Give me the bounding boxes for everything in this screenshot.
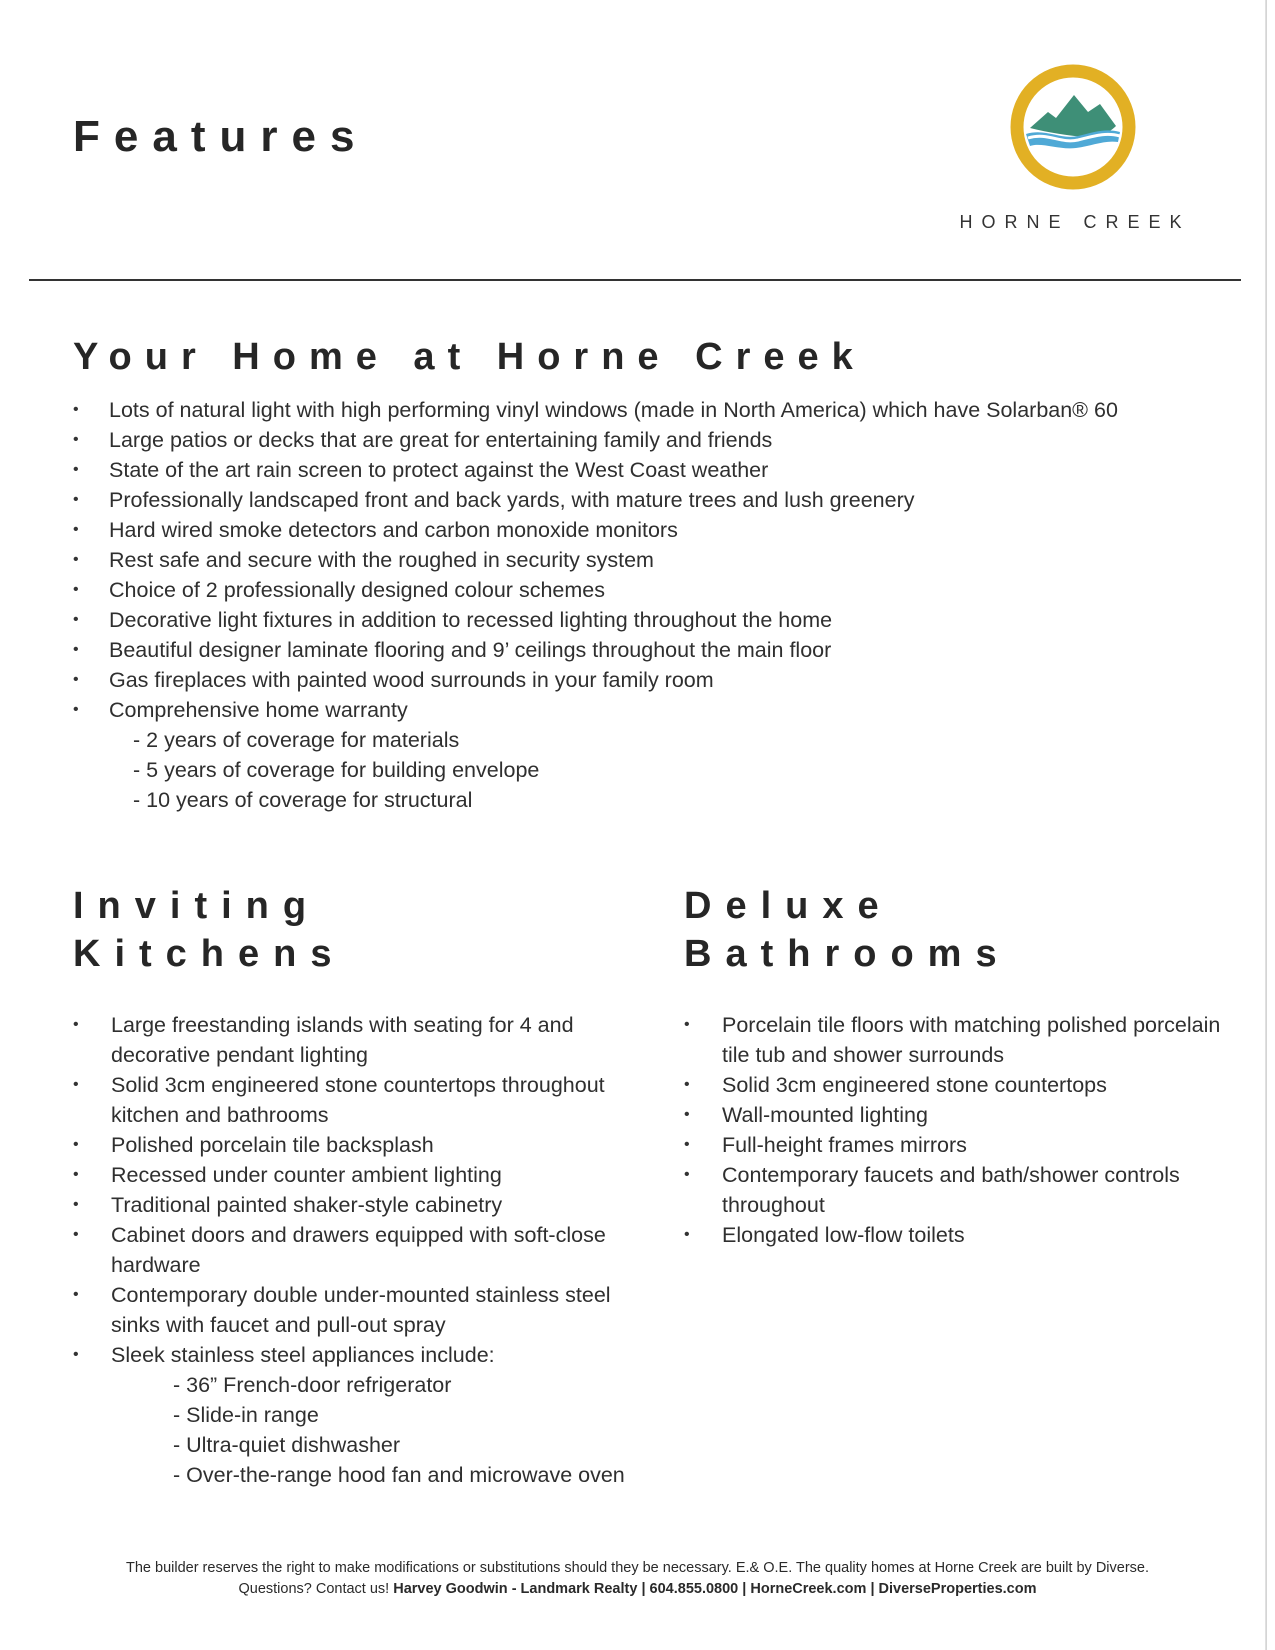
- bullet-icon: •: [684, 1166, 690, 1183]
- list-item-text: Sleek stainless steel appliances include:: [111, 1343, 495, 1367]
- list-item: [73, 1220, 633, 1280]
- list-item: [73, 575, 1223, 605]
- list-item-text: Professionally landscaped front and back yards, with mature trees and lush greenery: [109, 488, 915, 512]
- contact-name: Harvey Goodwin - Landmark Realty: [393, 1581, 638, 1597]
- list-item-text: Recessed under counter ambient lighting: [111, 1163, 502, 1187]
- list-item: [684, 1160, 1224, 1220]
- list-item: [73, 395, 1223, 425]
- list-item: [684, 1010, 1224, 1070]
- bullet-icon: •: [73, 701, 79, 718]
- brand-name: HORNE CREEK: [959, 212, 1191, 232]
- home-section: [73, 333, 1223, 815]
- list-item: [73, 635, 1223, 665]
- list-item-text: Beautiful designer laminate flooring and 9’ ceilings throughout the main floor: [109, 638, 832, 662]
- kitchen-heading: [73, 882, 633, 978]
- bullet-icon: •: [684, 1016, 690, 1033]
- footer: [0, 1558, 1275, 1600]
- list-item: [73, 1070, 633, 1130]
- bath-heading-line1: Deluxe: [684, 885, 893, 927]
- list-item-text: Wall-mounted lighting: [722, 1103, 928, 1127]
- list-item: [73, 515, 1223, 545]
- list-item-text: Elongated low-flow toilets: [722, 1223, 965, 1247]
- list-item: [684, 1130, 1224, 1160]
- list-item-text: Porcelain tile floors with matching polished porcelain tile tub and shower surrounds: [722, 1013, 1221, 1067]
- page-title: Features: [73, 112, 369, 161]
- horne-creek-logo: [1008, 62, 1138, 192]
- list-item-text: Hard wired smoke detectors and carbon monoxide monitors: [109, 518, 678, 542]
- sub-list-item: - Over-the-range hood fan and microwave oven: [173, 1463, 625, 1487]
- bullet-icon: •: [73, 1166, 79, 1183]
- sub-list: [109, 725, 1223, 815]
- list-item-text: Decorative light fixtures in addition to recessed lighting throughout the home: [109, 608, 833, 632]
- contact-separator: |: [870, 1581, 875, 1597]
- list-item-text: Gas fireplaces with painted wood surrounds in your family room: [109, 668, 714, 692]
- website-link-diverse[interactable]: DiverseProperties.com: [878, 1581, 1037, 1597]
- sub-list-item: - 10 years of coverage for structural: [133, 788, 473, 812]
- bath-heading: [684, 882, 1224, 978]
- list-item-text: Rest safe and secure with the roughed in security system: [109, 548, 654, 572]
- list-item: [73, 1280, 633, 1340]
- sub-list-item: - Ultra-quiet dishwasher: [173, 1433, 401, 1457]
- list-item: [73, 425, 1223, 455]
- list-item: [684, 1070, 1224, 1100]
- list-item-text: Solid 3cm engineered stone countertops throughout kitchen and bathrooms: [111, 1073, 605, 1127]
- website-link-hornecreek[interactable]: HorneCreek.com: [750, 1581, 867, 1597]
- bullet-icon: •: [73, 1286, 79, 1303]
- home-feature-list: [73, 395, 1223, 815]
- list-item: [73, 665, 1223, 695]
- list-item: [73, 605, 1223, 635]
- bullet-icon: •: [73, 1016, 79, 1033]
- bullet-icon: •: [684, 1076, 690, 1093]
- bullet-icon: •: [73, 671, 79, 688]
- list-item: [73, 1130, 633, 1160]
- list-item: [73, 485, 1223, 515]
- bath-feature-list: [684, 1010, 1224, 1250]
- bullet-icon: •: [73, 1346, 79, 1363]
- kitchen-heading-line1: Inviting: [73, 885, 321, 927]
- bullet-icon: •: [684, 1106, 690, 1123]
- list-item-text: Comprehensive home warranty: [109, 698, 408, 722]
- kitchen-heading-line2: Kitchens: [73, 933, 346, 975]
- contact-separator: |: [742, 1581, 747, 1597]
- sub-list-item: - 5 years of coverage for building envelope: [133, 758, 540, 782]
- list-item-text: Lots of natural light with high performing vinyl windows (made in North America) which have Solarban® 60: [109, 398, 1118, 422]
- footer-disclaimer: The builder reserves the right to make modifications or substitutions should they be necessary. E.& O.E. The quality homes at Horne Creek are built by Diverse.: [125, 1560, 1149, 1576]
- contact-prefix: Questions? Contact us!: [238, 1581, 390, 1597]
- bullet-icon: •: [73, 461, 79, 478]
- sub-list: [111, 1370, 633, 1490]
- list-item-text: Full-height frames mirrors: [722, 1133, 967, 1157]
- bullet-icon: •: [73, 551, 79, 568]
- bullet-icon: •: [73, 1076, 79, 1093]
- list-item-text: Cabinet doors and drawers equipped with soft-close hardware: [111, 1223, 606, 1277]
- bullet-icon: •: [684, 1136, 690, 1153]
- kitchen-section: [73, 882, 633, 1490]
- bullet-icon: •: [73, 491, 79, 508]
- sub-list-item: - Slide-in range: [173, 1403, 319, 1427]
- contact-phone: 604.855.0800: [649, 1581, 739, 1597]
- bullet-icon: •: [73, 611, 79, 628]
- bullet-icon: •: [73, 1196, 79, 1213]
- list-item: [73, 1340, 633, 1490]
- sub-list-item: - 36” French-door refrigerator: [173, 1373, 452, 1397]
- bath-heading-line2: Bathrooms: [684, 933, 1011, 975]
- list-item: [684, 1220, 1224, 1250]
- bullet-icon: •: [73, 1136, 79, 1153]
- bullet-icon: •: [73, 521, 79, 538]
- list-item-text: Large freestanding islands with seating for 4 and decorative pendant lighting: [111, 1013, 574, 1067]
- list-item: [73, 695, 1223, 815]
- header-divider: [29, 279, 1241, 281]
- list-item-text: Solid 3cm engineered stone countertops: [722, 1073, 1107, 1097]
- bullet-icon: •: [684, 1226, 690, 1243]
- footer-contact: [0, 1579, 1275, 1600]
- home-heading: Your Home at Horne Creek: [73, 336, 866, 378]
- contact-separator: |: [641, 1581, 646, 1597]
- list-item-text: Choice of 2 professionally designed colour schemes: [109, 578, 605, 602]
- list-item-text: State of the art rain screen to protect against the West Coast weather: [109, 458, 769, 482]
- list-item: [684, 1100, 1224, 1130]
- bullet-icon: •: [73, 401, 79, 418]
- list-item: [73, 1010, 633, 1070]
- bullet-icon: •: [73, 641, 79, 658]
- list-item-text: Polished porcelain tile backsplash: [111, 1133, 434, 1157]
- list-item: [73, 1190, 633, 1220]
- bullet-icon: •: [73, 1226, 79, 1243]
- list-item: [73, 455, 1223, 485]
- bath-section: [684, 882, 1224, 1250]
- list-item-text: Contemporary double under-mounted stainless steel sinks with faucet and pull-out spray: [111, 1283, 611, 1337]
- list-item-text: Contemporary faucets and bath/shower controls throughout: [722, 1163, 1180, 1217]
- bullet-icon: •: [73, 431, 79, 448]
- list-item-text: Traditional painted shaker-style cabinetry: [111, 1193, 503, 1217]
- sub-list-item: - 2 years of coverage for materials: [133, 728, 460, 752]
- list-item: [73, 1160, 633, 1190]
- bullet-icon: •: [73, 581, 79, 598]
- page-edge: [1265, 0, 1267, 1650]
- list-item-text: Large patios or decks that are great for entertaining family and friends: [109, 428, 773, 452]
- list-item: [73, 545, 1223, 575]
- kitchen-feature-list: [73, 1010, 633, 1490]
